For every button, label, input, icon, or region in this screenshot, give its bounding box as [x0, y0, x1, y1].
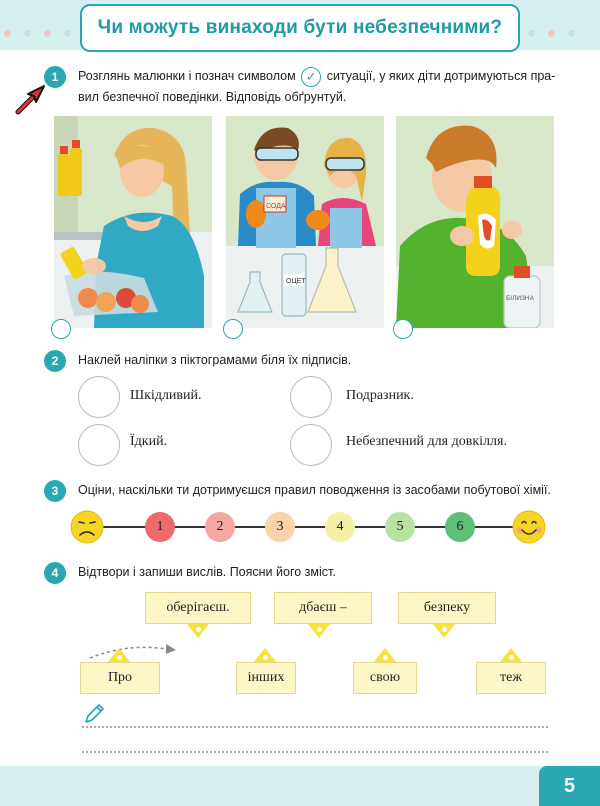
- svg-text:БІЛИЗНА: БІЛИЗНА: [506, 295, 534, 302]
- question-1-text-part2: ситуації, у яких діти дотримуються пра-: [326, 69, 556, 83]
- picture-kids-in-lab: [226, 116, 384, 328]
- dashed-arrow-icon: [86, 640, 182, 664]
- answer-circle-picture-2[interactable]: [223, 319, 243, 339]
- answer-circle-picture-1[interactable]: [51, 319, 71, 339]
- word-card-bottom-4[interactable]: теж: [476, 662, 546, 694]
- rating-4[interactable]: 4: [325, 512, 355, 542]
- question-4-number: 4: [44, 562, 66, 584]
- answer-circle-picture-3[interactable]: [393, 319, 413, 339]
- writing-line-1[interactable]: [82, 726, 548, 728]
- label-corrosive: Їдкий.: [130, 434, 168, 449]
- word-card-top-1[interactable]: оберігаєш.: [145, 592, 251, 624]
- page-title-box: [80, 4, 520, 52]
- question-3-text: Оціни, наскільки ти дотримуєшся правил поводження із засобами побутової хімії.: [78, 483, 551, 497]
- question-1-text-part1: Розглянь малюнки і познач символом: [78, 69, 296, 83]
- svg-text:ОЦЕТ: ОЦЕТ: [286, 278, 306, 285]
- question-4-text: Відтвори і запиши вислів. Поясни його зміст.: [78, 565, 336, 579]
- sticker-slot-irritant[interactable]: [290, 376, 332, 418]
- word-card-top-2[interactable]: дбаєш –: [274, 592, 372, 624]
- sad-face-icon[interactable]: [70, 510, 104, 544]
- word-card-bottom-1[interactable]: Про: [80, 662, 160, 694]
- question-3-number: 3: [44, 480, 66, 502]
- picture-girl-washing-fruit: [54, 116, 212, 328]
- rating-5[interactable]: 5: [385, 512, 415, 542]
- rating-6[interactable]: 6: [445, 512, 475, 542]
- question-1-text: [78, 66, 558, 107]
- header-dots-left: [4, 24, 84, 34]
- happy-face-icon[interactable]: [512, 510, 546, 544]
- pointer-arrow-icon: [14, 82, 48, 116]
- page-title: Чи можуть винаходи бути небезпечними?: [97, 17, 503, 38]
- label-environment: Небезпечний для довкілля.: [346, 434, 507, 449]
- rating-3[interactable]: 3: [265, 512, 295, 542]
- rating-1[interactable]: 1: [145, 512, 175, 542]
- label-harmful: Шкідливий.: [130, 388, 202, 403]
- check-symbol-icon: ✓: [301, 67, 321, 87]
- writing-line-2[interactable]: [82, 751, 548, 753]
- question-2-text: Наклей наліпки з піктограмами біля їх підписів.: [78, 353, 352, 367]
- picture-boy-smelling-bottle: [396, 116, 554, 328]
- pencil-icon: [82, 702, 106, 726]
- svg-text:СОДА: СОДА: [266, 203, 286, 210]
- word-card-bottom-3[interactable]: свою: [353, 662, 417, 694]
- footer-band: [0, 766, 600, 806]
- sticker-slot-environment[interactable]: [290, 424, 332, 466]
- header-dots-right: [528, 24, 588, 34]
- question-2-number: 2: [44, 350, 66, 372]
- word-card-top-3[interactable]: безпеку: [398, 592, 496, 624]
- sticker-slot-harmful[interactable]: [78, 376, 120, 418]
- question-1-text-line2: вил безпечної поведінки. Відповідь обґрунтуй.: [78, 89, 347, 104]
- word-card-bottom-2[interactable]: інших: [236, 662, 296, 694]
- sticker-slot-corrosive[interactable]: [78, 424, 120, 466]
- label-irritant: Подразник.: [346, 388, 414, 403]
- question-1-number: 1: [44, 66, 66, 88]
- page-number: 5: [539, 766, 600, 806]
- rating-2[interactable]: 2: [205, 512, 235, 542]
